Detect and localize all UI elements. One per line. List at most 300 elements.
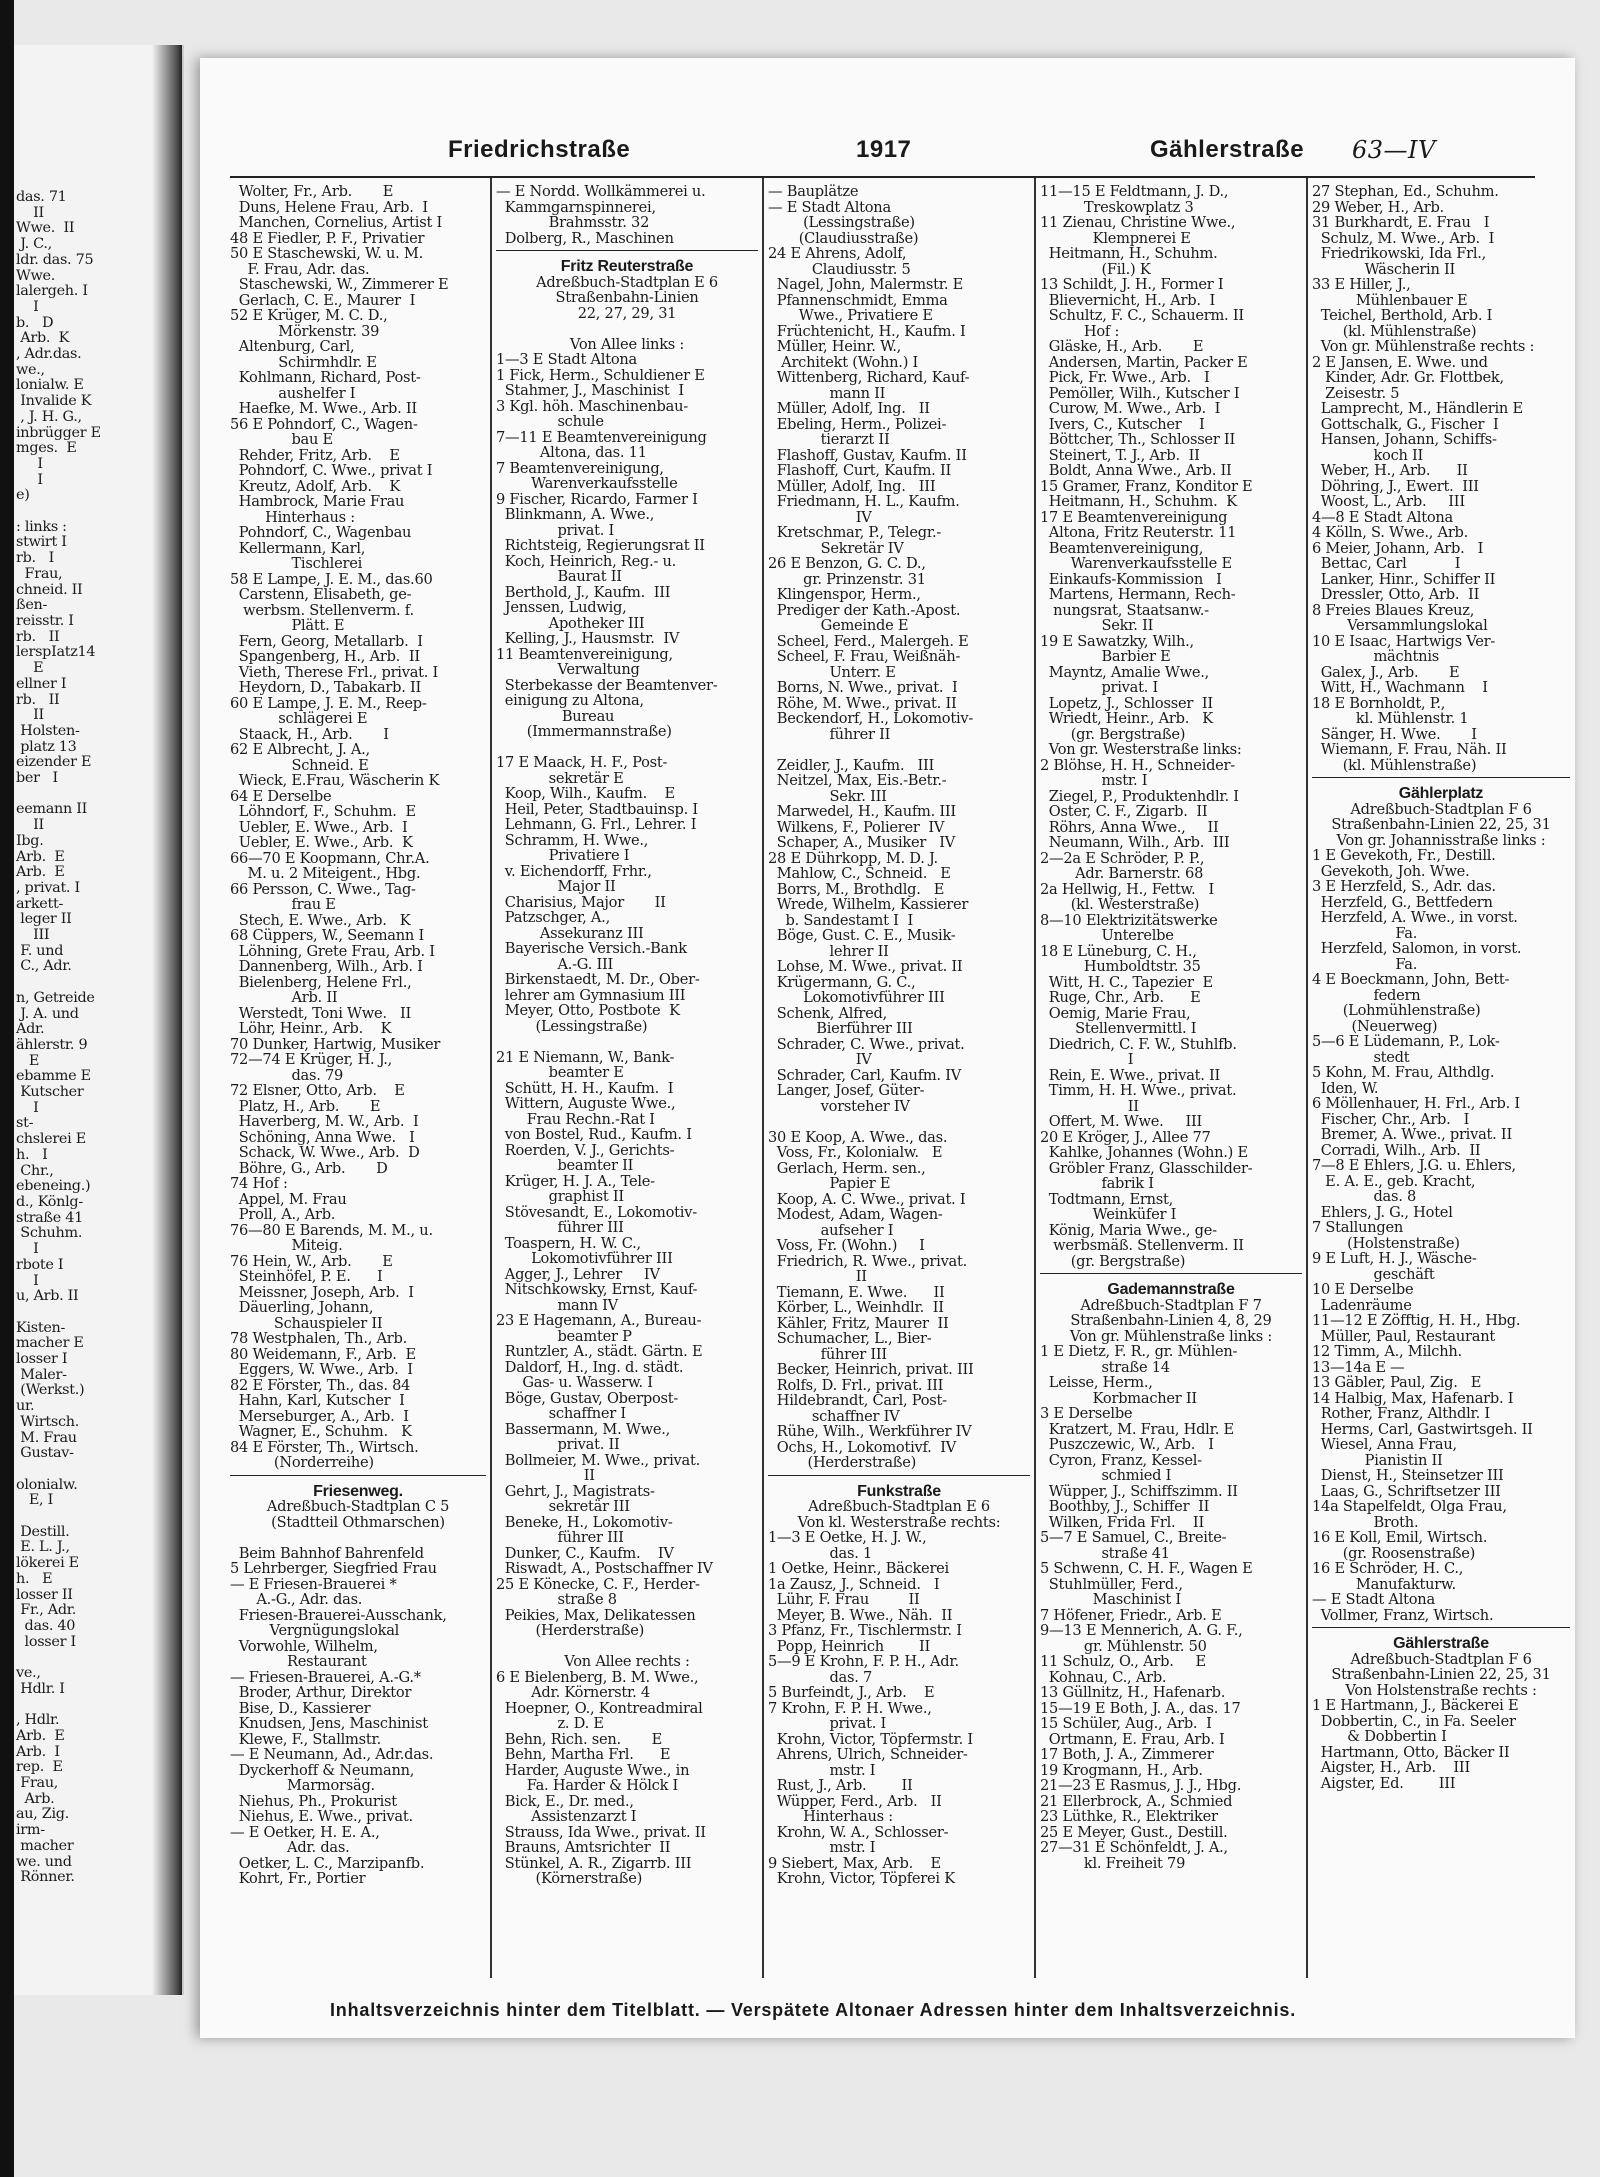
street-subheading: Adreßbuch-Stadtplan F 7 [1080, 1296, 1262, 1314]
directory-entry-line: Fa. [1312, 955, 1418, 973]
directory-entry-line: (Neuerweg) [1312, 1017, 1438, 1035]
directory-entry-line [496, 321, 758, 337]
directory-entry-line: Krohn, W. A., Schlosser- [768, 1823, 949, 1841]
directory-entry-line: (gr. Bergstraße) [1040, 1252, 1186, 1270]
directory-entry-line: Diedrich, C. F. W., Stuhlfb. [1040, 1035, 1237, 1053]
directory-entry-line: Beim Bahnhof Bahrenfeld [230, 1544, 424, 1562]
directory-entry-line: IV [768, 1051, 872, 1068]
directory-entry-line: 4—8 E Stadt Altona [1312, 508, 1453, 526]
directory-entry-line: Flashoff, Curt, Kaufm. II [768, 462, 951, 479]
directory-entry-line: Steinert, T. J., Arb. II [1040, 446, 1200, 464]
directory-entry-line: — E Nordd. Wollkämmerei u. [496, 184, 706, 200]
directory-entry-line: Rehder, Fritz, Arb. E [230, 446, 400, 464]
directory-entry-line: Bollmeier, M. Wwe., privat. [496, 1451, 701, 1469]
directory-entry-line: Lamprecht, M., Händlerin E [1312, 400, 1523, 417]
directory-entry-line: F. Frau, Adr. das. [230, 260, 370, 278]
street-subheading: Adreßbuch-Stadtplan C 5 [266, 1498, 450, 1515]
directory-entry-line: Fa. [1312, 924, 1418, 942]
directory-entry-line: Plätt. E [230, 617, 345, 634]
directory-entry-line: Voss, Fr., Kolonialw. E [768, 1144, 943, 1161]
directory-entry-line: privat. I [496, 521, 615, 539]
directory-entry-line: 17 E Beamtenvereinigung [1040, 508, 1228, 526]
directory-entry-line: 1—3 E Stadt Altona [496, 351, 637, 368]
directory-entry-line: 9 Fischer, Ricardo, Farmer I [496, 490, 698, 508]
directory-entry-line: Von gr. Mühlenstraße rechts : [1312, 338, 1535, 355]
directory-entry-line: Bayerische Versich.-Bank [496, 940, 687, 957]
directory-entry-line: bau E [230, 431, 333, 448]
directory-entry-line: Meyer, B. Wwe., Näh. II [768, 1606, 953, 1624]
directory-entry-line: Löhndorf, F., Schuhm. E [230, 803, 416, 820]
directory-entry-line: Heitmann, H., Schuhm. K [1040, 493, 1237, 510]
directory-entry-line: 18 E Bornholdt, P., [1312, 694, 1446, 712]
directory-entry-line: Daldorf, H., Ing. d. städt. [496, 1358, 684, 1376]
directory-entry-line: Bassermann, M. Wwe., [496, 1420, 671, 1438]
directory-entry-line: 10 E Derselbe [1312, 1281, 1414, 1298]
directory-entry-line: Bremer, A. Wwe., privat. II [1312, 1126, 1512, 1143]
header-right-street: Gählerstraße [1150, 136, 1305, 163]
directory-entry-line: Corradi, Wilh., Arb. II [1312, 1141, 1481, 1159]
directory-entry-line: Früchtenicht, H., Kaufm. I [768, 322, 966, 340]
directory-entry-line: Niehus, E. Wwe., privat. [230, 1808, 413, 1825]
directory-entry-line: 3 Kgl. höh. Maschinenbau- [496, 397, 688, 415]
directory-entry-line: Barbier E [1040, 648, 1171, 665]
directory-entry-line: 4 E Boeckmann, John, Bett- [1312, 971, 1510, 988]
directory-entry-line: das. 7 [768, 1668, 873, 1686]
directory-entry-line: werbsmäß. Stellenverm. II [1040, 1237, 1244, 1254]
directory-entry-line: 60 E Lampe, J. E. M., Reep- [230, 694, 427, 712]
directory-entry-line: A.-G., Adr. das. [230, 1591, 363, 1608]
directory-entry-line: II [496, 1467, 595, 1484]
directory-entry-line: Boldt, Anna Wwe., Arb. II [1040, 462, 1232, 479]
directory-entry-line: aushelfer I [230, 384, 356, 402]
directory-entry-line: — E Stadt Altona [768, 198, 891, 216]
directory-entry-line: Krohn, Victor, Töpfermstr. I [768, 1730, 973, 1748]
directory-entry-line: Lopetz, J., Schlosser II [1040, 694, 1213, 712]
street-subheading: Von Allee rechts : [564, 1653, 690, 1670]
directory-entry-line: Charisius, Major II [496, 893, 666, 911]
directory-entry-line: Rother, Franz, Althdlr. I [1312, 1405, 1490, 1422]
directory-entry-line: Manchen, Cornelius, Artist I [230, 214, 442, 231]
directory-entry-line: Hahn, Karl, Kutscher I [230, 1392, 405, 1409]
directory-entry-line: Miteig. [230, 1237, 343, 1254]
directory-entry-line: Warenverkaufsstelle E [1040, 555, 1232, 572]
directory-entry-line: schmied I [1040, 1467, 1172, 1484]
directory-entry-line: Wiemann, F. Frau, Näh. II [1312, 741, 1507, 758]
directory-entry-line: lehrer II [768, 942, 889, 960]
directory-entry-line: 16 E Schröder, H. C., [1312, 1560, 1464, 1577]
directory-entry-line: 27 Stephan, Ed., Schuhm. [1312, 184, 1499, 200]
directory-entry-line: kl. Mühlenstr. 1 [1312, 710, 1469, 727]
directory-entry-line: Klingenspor, Herm., [768, 586, 921, 603]
directory-entry-line: Löhr, Heinr., Arb. K [230, 1020, 392, 1037]
directory-entry-line: 70 Dunker, Hartwig, Musiker [230, 1035, 441, 1053]
directory-entry-line: Unterr. E [768, 663, 896, 681]
directory-entry-line: Ivers, C., Kutscher I [1040, 415, 1205, 433]
street-subheading: (Stadtteil Othmarschen) [271, 1513, 445, 1531]
directory-entry-line: Ahrens, Ulrich, Schneider- [768, 1746, 968, 1763]
directory-entry-line: von Bostel, Rud., Kaufm. I [496, 1126, 692, 1143]
directory-entry-line: gr. Mühlenstr. 50 [1040, 1637, 1207, 1655]
directory-entry-line: 8 Freies Blaues Kreuz, [1312, 601, 1475, 619]
directory-entry-line: 11 Beamtenvereinigung, [496, 645, 673, 663]
directory-entry-line: 13 Gäbler, Paul, Zig. E [1312, 1374, 1482, 1391]
directory-entry-line [768, 1114, 1030, 1130]
directory-entry-line: 6 E Bielenberg, B. M. Wwe., [496, 1668, 699, 1686]
directory-entry-line: Spangenberg, H., Arb. II [230, 648, 420, 665]
directory-entry-line: das. 8 [1312, 1188, 1417, 1205]
directory-entry-line: Gläske, H., Arb. E [1040, 338, 1204, 355]
directory-entry-line: 12 Timm, A., Milchh. [1312, 1343, 1462, 1360]
facing-page-text: das. 71 II Wwe. II J. C., ldr. das. 75 Wwe. lalergeh. I I b. D Arb. K , Adr.das. we., lonialw. E Invalide K , J. H. G., inbrügger E mges. E I I e) : links : stwirt I rb. I Frau, chneid. II ßen- reisstr. I rb. II lerspIatz14 E ellner I rb. II II Holsten- platz 13 eizender E ber I eemann II II Ibg. Arb. E Arb. E , privat. I arkett- leger II III F. und C., Adr. n, Getreide J. A. und Adr. ählerstr. 9 E ebamme E Kutscher I st- chslerei E h. I Chr., ebeneing.) d., Könlg- straße 41 Schuhm. I rbote I I u, Arb. II Kisten- macher E losser I Maler- (Werkst.) ur. Wirtsch. M. Frau Gustav- olonialw. E, I Destill. E. L. J., lökerei E h. E losser II Fr., Adr. das. 40 losser I ve., Hdlr. I , Hdlr. Arb. E Arb. I rep. E Frau, Arb. au, Zig. irm- macher we. und Rönner. [16, 189, 101, 1886]
directory-entry-line: 1 Oetke, Heinr., Bäckerei [768, 1560, 949, 1577]
street-subheading: Von Holstenstraße rechts : [1345, 1681, 1537, 1699]
directory-entry-line: & Dobbertin I [1312, 1728, 1447, 1745]
directory-entry-line: Weinküfer I [1040, 1206, 1177, 1223]
directory-entry-line: — E Oetker, H. E. A., [230, 1823, 380, 1841]
directory-entry-line: Lohse, M. Wwe., privat. II [768, 958, 963, 975]
directory-entry-line: Haverberg, M. W., Arb. I [230, 1113, 419, 1130]
directory-entry-line: Manufakturw. [1312, 1575, 1456, 1593]
directory-entry-line: Sekretär IV [768, 539, 904, 557]
directory-entry-line: 66 Persson, C. Wwe., Tag- [230, 880, 416, 898]
directory-entry-line: 52 E Krüger, M. C. D., [230, 307, 388, 324]
directory-entry-line: Wilkens, F., Polierer IV [768, 818, 945, 836]
directory-entry-line: kl. Freiheit 79 [1040, 1854, 1186, 1872]
directory-entry-line: Stech, E. Wwe., Arb. K [230, 911, 411, 929]
directory-entry-line: Dressler, Otto, Arb. II [1312, 586, 1480, 603]
directory-entry-line: M. u. 2 Miteigent., Hbg. [230, 865, 421, 882]
directory-entry-line: 5—9 E Krohn, F. P. H., Adr. [768, 1653, 959, 1670]
directory-entry-line: Dienst, H., Steinsetzer III [1312, 1467, 1504, 1484]
directory-entry-line: Jenssen, Ludwig, [496, 599, 627, 616]
directory-entry-line: schaffner I [496, 1405, 626, 1422]
directory-entry-line: Fern, Georg, Metallarb. I [230, 632, 423, 650]
directory-entry-line: Maschinist I [1040, 1591, 1181, 1608]
directory-entry-line: das. 1 [768, 1544, 873, 1562]
directory-entry-line: Steinhöfel, P. E. I [230, 1268, 383, 1285]
street-subheading: Von gr. Johannisstraße links : [1336, 831, 1546, 849]
directory-entry-line: Von gr. Westerstraße links: [1040, 741, 1242, 758]
directory-entry-line: Kreutz, Adolf, Arb. K [230, 477, 400, 495]
directory-entry-line: Müller, Paul, Restaurant [1312, 1327, 1495, 1345]
directory-entry-line: Böhre, G., Arb. D [230, 1159, 388, 1177]
directory-entry-line: Hambrock, Marie Frau [230, 493, 405, 510]
directory-entry-line: Bielenberg, Helene Frl., [230, 973, 412, 991]
directory-entry-line: Agger, J., Lehrer IV [496, 1265, 660, 1283]
directory-entry-line: Kähler, Fritz, Maurer II [768, 1314, 949, 1332]
directory-entry-line: Schauspieler II [230, 1314, 383, 1332]
directory-entry-line: Flashoff, Gustav, Kaufm. II [768, 446, 967, 464]
directory-entry-line: 25 E Meyer, Gust., Destill. [1040, 1823, 1228, 1841]
directory-entry-line: Müller, Adolf, Ing. III [768, 477, 936, 495]
directory-entry-line: Müller, Heinr. W., [768, 338, 902, 355]
directory-entry-line: beamter E [496, 1064, 624, 1081]
directory-entry-line: (gr. Bergstraße) [1040, 725, 1186, 743]
directory-entry-line: Vieth, Therese Frl., privat. I [230, 663, 439, 681]
directory-entry-line: Kratzert, M. Frau, Hdlr. E [1040, 1420, 1234, 1438]
directory-entry-line: 3 E Herzfeld, S., Adr. das. [1312, 878, 1496, 895]
directory-entry-line: Mühlenbauer E [1312, 291, 1468, 309]
directory-entry-line: 62 E Albrecht, J. A., [230, 741, 370, 758]
directory-entry-line: 1a Zausz, J., Schneid. I [768, 1575, 940, 1593]
directory-entry-line: 24 E Ahrens, Adolf, [768, 245, 907, 262]
directory-entry-line: 11 Schulz, O., Arb. E [1040, 1653, 1206, 1670]
directory-entry-line: (Herderstraße) [768, 1454, 917, 1471]
directory-entry-line: 21 Ellerbrock, A., Schmied [1040, 1792, 1233, 1810]
directory-entry-line: 7 Stallungen [1312, 1219, 1403, 1236]
directory-entry-line: 84 E Förster, Th., Wirtsch. [230, 1438, 419, 1456]
directory-entry-line: Pemöller, Wilh., Kutscher I [1040, 384, 1240, 402]
directory-entry-line: Pick, Fr. Wwe., Arb. I [1040, 369, 1210, 386]
street-subheading: Von Allee links : [569, 335, 685, 353]
directory-entry-line: Kelling, J., Hausmstr. IV [496, 630, 680, 647]
directory-entry-line: Lokomotivführer III [768, 989, 945, 1006]
directory-entry-line: Andersen, Martin, Packer E [1040, 353, 1248, 371]
directory-entry-line: (Fil.) K [1040, 260, 1151, 278]
directory-entry-line: Popp, Heinrich II [768, 1637, 931, 1655]
directory-entry-line: 7 Krohn, F. P. H. Wwe., [768, 1699, 932, 1717]
directory-entry-line: Fa. Harder & Hölck I [496, 1777, 679, 1794]
directory-entry-line: 15 Gramer, Franz, Konditor E [1040, 477, 1253, 495]
directory-entry-line: Altona, das. 11 [496, 444, 647, 461]
directory-entry-line: Einkaufs-Kommission I [1040, 570, 1222, 588]
directory-entry-line: Pfannenschmidt, Emma [768, 291, 948, 309]
directory-entry-line: Fischer, Chr., Arb. I [1312, 1110, 1470, 1128]
column-3 [768, 184, 1030, 1974]
directory-entry-line: Schaper, A., Musiker IV [768, 834, 956, 851]
directory-entry-line: Aigster, Ed. III [1312, 1774, 1456, 1792]
directory-entry-line: Proll, A., Arb. [230, 1206, 336, 1223]
directory-entry-line: Bettac, Carl I [1312, 555, 1461, 572]
directory-entry-line: — Bauplätze [768, 184, 859, 200]
directory-entry-line: Lühr, F. Frau II [768, 1591, 920, 1608]
directory-entry-line: Staack, H., Arb. I [230, 725, 389, 743]
directory-entry-line: 64 E Derselbe [230, 787, 332, 805]
directory-entry-line: Merseburger, A., Arb. I [230, 1407, 409, 1425]
directory-entry-line: Kohrt, Fr., Portier [230, 1870, 366, 1887]
directory-entry-line: Harder, Auguste Wwe., in [496, 1761, 690, 1779]
street-subheading: Straßenbahn-Linien 22, 25, 31 [1331, 816, 1551, 833]
directory-entry-line: Borns, N. Wwe., privat. I [768, 679, 958, 696]
directory-entry-line: Eggers, W. Wwe., Arb. I [230, 1361, 413, 1378]
directory-entry-line: (Claudiusstraße) [768, 229, 919, 247]
directory-entry-line: Todtmann, Ernst, [1040, 1190, 1174, 1208]
directory-entry-line: — E Stadt Altona [1312, 1591, 1435, 1608]
directory-entry-line: 5—6 E Lüdemann, P., Lok- [1312, 1033, 1500, 1050]
directory-entry-line: frau E [230, 896, 336, 913]
directory-entry-line: Broth. [1312, 1513, 1419, 1531]
directory-entry-line: 7 Höfener, Friedr., Arb. E [1040, 1606, 1222, 1624]
directory-entry-line: 1 E Hartmann, J., Bäckerei E [1312, 1697, 1519, 1714]
directory-entry-line: nungsrat, Staatsanw.- [1040, 601, 1209, 619]
header-rule [230, 176, 1535, 178]
directory-entry-line: 7 Beamtenvereinigung, [496, 459, 664, 477]
directory-entry-line: 15 Schüler, Aug., Arb. I [1040, 1715, 1212, 1732]
directory-entry-line: Knudsen, Jens, Maschinist [230, 1715, 428, 1732]
directory-entry-line: Dolberg, R., Maschinen [496, 229, 674, 247]
directory-entry-line: Broder, Arthur, Direktor [230, 1684, 412, 1701]
street-heading: Friesenweg. [313, 1482, 403, 1500]
column-1 [230, 184, 486, 1974]
directory-entry-line: Humboldtstr. 35 [1040, 958, 1201, 975]
directory-entry-line: 9 E Luft, H. J., Wäsche- [1312, 1250, 1477, 1267]
directory-entry-line: Schramm, H. Wwe., [496, 831, 649, 849]
directory-entry-line: (gr. Roosenstraße) [1312, 1544, 1476, 1562]
directory-entry-line: Marmorsäg. [230, 1777, 375, 1794]
directory-entry-line: gr. Prinzenstr. 31 [768, 570, 926, 588]
directory-entry-line: sekretär III [496, 1498, 630, 1515]
directory-entry-line: Duns, Helene Frau, Arb. I [230, 198, 428, 216]
directory-entry-line: Lehmann, G. Frl., Lehrer. I [496, 816, 697, 833]
directory-entry-line: Tiemann, E. Wwe. II [768, 1283, 945, 1301]
directory-entry-line: 7—8 E Ehlers, J.G. u. Ehlers, [1312, 1157, 1516, 1174]
directory-entry-line: Sekr. II [1040, 617, 1154, 634]
directory-entry-line: Bise, D., Kassierer [230, 1699, 371, 1717]
directory-entry-line: Wittern, Auguste Wwe., [496, 1095, 676, 1112]
directory-entry-line: Stövesandt, E., Lokomotiv- [496, 1203, 697, 1221]
directory-entry-line: Berthold, J., Kaufm. III [496, 583, 671, 601]
directory-entry-line: 72 Elsner, Otto, Arb. E [230, 1082, 405, 1099]
column-4 [1040, 184, 1302, 1974]
directory-entry-line: Prediger der Kath.-Apost. [768, 601, 961, 619]
directory-entry-line: führer III [496, 1219, 624, 1236]
directory-entry-line: Behn, Martha Frl. E [496, 1746, 671, 1763]
directory-entry-line: Lanker, Hinr., Schiffer II [1312, 570, 1496, 588]
directory-entry-line: Kellermann, Karl, [230, 539, 366, 557]
directory-entry-line: 23 Lüthke, R., Elektriker [1040, 1808, 1218, 1825]
directory-entry-line: 27—31 E Schönfeldt, J. A., [1040, 1839, 1228, 1856]
directory-entry-line: schaffner IV [768, 1407, 900, 1425]
directory-entry-line: Major II [496, 878, 616, 895]
directory-entry-line: Rein, E. Wwe., privat. II [1040, 1066, 1221, 1084]
directory-entry-line: 72—74 E Krüger, H. J., [230, 1051, 393, 1068]
directory-entry-line: II [768, 1268, 867, 1285]
street-subheading: Straßenbahn-Linien 4, 8, 29 [1070, 1312, 1272, 1329]
directory-entry-line: 78 Westphalen, Th., Arb. [230, 1330, 407, 1347]
directory-entry-line: 4 Kölln, S. Wwe., Arb. [1312, 524, 1469, 541]
directory-entry-line: (Lessingstraße) [768, 214, 915, 231]
directory-entry-line: Scheel, Ferd., Malergeh. E [768, 632, 969, 650]
directory-entry-line: Meissner, Joseph, Arb. I [230, 1283, 414, 1301]
directory-entry-line: Carstenn, Elisabeth, ge- [230, 586, 412, 603]
column-divider [1306, 178, 1308, 1978]
directory-entry-line: Galex, J., Arb. E [1312, 663, 1460, 681]
directory-entry-line: Scheel, F. Frau, Weißnäh- [768, 648, 961, 665]
page-header [200, 58, 1575, 164]
directory-entry-line: 2 E Jansen, E. Wwe. und [1312, 353, 1488, 371]
directory-entry-line: Voss, Fr. (Wohn.) I [768, 1237, 925, 1254]
street-heading: Gademannstraße [1107, 1281, 1235, 1298]
directory-entry-line: Werstedt, Toni Wwe. II [230, 1004, 411, 1022]
directory-entry-line: Altona, Fritz Reuterstr. 11 [1040, 524, 1237, 541]
directory-entry-line: Appel, M. Frau [230, 1190, 347, 1208]
directory-entry-line: Rolfs, D. Frl., privat. III [768, 1376, 944, 1394]
directory-entry-line: Däuerling, Johann, [230, 1299, 374, 1316]
directory-entry-line: federn [1312, 986, 1421, 1004]
directory-entry-line: Assekuranz III [496, 924, 644, 942]
column-divider [1034, 178, 1036, 1978]
directory-entry-line: 13—14a E — [1312, 1358, 1405, 1376]
street-subheading: Adreßbuch-Stadtplan F 6 [1350, 1650, 1532, 1668]
directory-entry-line: Gemeinde E [768, 617, 909, 634]
directory-entry-line [496, 1639, 758, 1655]
directory-entry-line: Assistenzarzt I [496, 1808, 637, 1825]
directory-entry-line: Puszczewic, W., Arb. I [1040, 1436, 1214, 1453]
directory-entry-line: Richtsteig, Regierungsrat II [496, 537, 705, 554]
directory-entry-line: (Immermannstraße) [496, 723, 672, 740]
street-subheading: Straßenbahn-Linien [555, 289, 699, 306]
directory-entry-line: 48 E Fiedler, P. F., Privatier [230, 229, 425, 247]
directory-entry-line: 50 E Staschewski, W. u. M. [230, 245, 424, 262]
directory-entry-line: Birkenstaedt, M. Dr., Ober- [496, 971, 700, 988]
directory-entry-line: Versammlungslokal [1312, 617, 1488, 634]
directory-entry-line: Wüpper, J., Schiffszimm. II [1040, 1482, 1238, 1500]
directory-entry-line: (kl. Westerstraße) [1040, 896, 1200, 913]
directory-entry-line: Niehus, Ph., Prokurist [230, 1792, 397, 1810]
street-heading: Gählerstraße [1393, 1635, 1489, 1652]
directory-entry-line: werbsm. Stellenverm. f. [230, 601, 414, 619]
directory-entry-line: Laas, G., Schriftsetzer III [1312, 1482, 1501, 1500]
directory-entry-line: Krohn, Victor, Töpferei K [768, 1870, 955, 1887]
street-subheading: Adreßbuch-Stadtplan E 6 [808, 1498, 990, 1515]
directory-entry-line: privat. I [768, 1715, 887, 1732]
directory-entry-line: stedt [1312, 1048, 1410, 1066]
directory-entry-line: Wagner, E., Schuhm. K [230, 1423, 412, 1440]
directory-entry-line: Mörkenstr. 39 [230, 322, 380, 340]
directory-entry-line: Hof : [1040, 322, 1120, 340]
directory-entry-line: Mahlow, C., Schneid. E [768, 865, 951, 882]
directory-entry-line: beamter P [496, 1327, 632, 1345]
directory-entry-line: Privatiere I [496, 847, 630, 864]
directory-entry-line: Dannenberg, Wilh., Arb. I [230, 958, 423, 975]
directory-entry-line: Zeisestr. 5 [1312, 384, 1400, 402]
directory-entry-line: führer II [768, 725, 891, 743]
directory-entry-line: Zeidler, J., Kaufm. III [768, 756, 934, 774]
scan-edge [0, 0, 14, 2177]
directory-entry-line: Patzschger, A., [496, 909, 610, 926]
directory-entry-line: Stünkel, A. R., Zigarrb. III [496, 1854, 692, 1872]
directory-entry-line: Heitmann, H., Schuhm. [1040, 245, 1218, 262]
directory-entry-line: 11—12 E Zöfftig, H. H., Hbg. [1312, 1312, 1521, 1329]
directory-entry-line: I [1040, 1051, 1134, 1068]
directory-entry-line [230, 1530, 486, 1546]
directory-page [200, 58, 1575, 2038]
directory-entry-line: Nagel, John, Malermstr. E [768, 276, 964, 293]
directory-entry-line: Friesen-Brauerei-Ausschank, [230, 1606, 447, 1624]
column-divider [762, 178, 764, 1978]
directory-entry-line: 7—11 E Beamtenvereinigung [496, 428, 707, 446]
directory-entry-line: 23 E Hagemann, A., Bureau- [496, 1312, 702, 1329]
directory-entry-line: 5 Schwenn, C. H. F., Wagen E [1040, 1560, 1253, 1577]
directory-entry-line: Oster, C. F., Zigarb. II [1040, 803, 1208, 820]
directory-entry-line: Langer, Josef, Güter- [768, 1082, 925, 1099]
directory-entry-line: Adr. Körnerstr. 4 [496, 1684, 650, 1701]
directory-entry-line: Schneid. E [230, 756, 369, 774]
directory-entry-line: Gottschalk, G., Fischer I [1312, 415, 1499, 433]
directory-entry-line: 5 Burfeindt, J., Arb. E [768, 1684, 935, 1701]
directory-entry-line: Dobbertin, C., in Fa. Seeler [1312, 1712, 1516, 1730]
directory-entry-line: mstr. I [768, 1761, 876, 1779]
directory-entry-line: 1—3 E Oetke, H. J. W., [768, 1529, 927, 1546]
directory-entry-line: Wüpper, Ferd., Arb. II [768, 1792, 942, 1810]
directory-entry-line: 11 Zienau, Christine Wwe., [1040, 214, 1236, 231]
directory-entry-line: Friedrich, R. Wwe., privat. [768, 1252, 968, 1270]
directory-entry-line: Witt, H., Wachmann I [1312, 679, 1488, 696]
directory-entry-line: straße 8 [496, 1591, 617, 1608]
directory-entry-line: Schöning, Anna Wwe. I [230, 1128, 415, 1146]
directory-entry-line: Witt, H. C., Tapezier E [1040, 973, 1213, 991]
directory-entry-line: Riswadt, A., Postschaffner IV [496, 1560, 713, 1577]
